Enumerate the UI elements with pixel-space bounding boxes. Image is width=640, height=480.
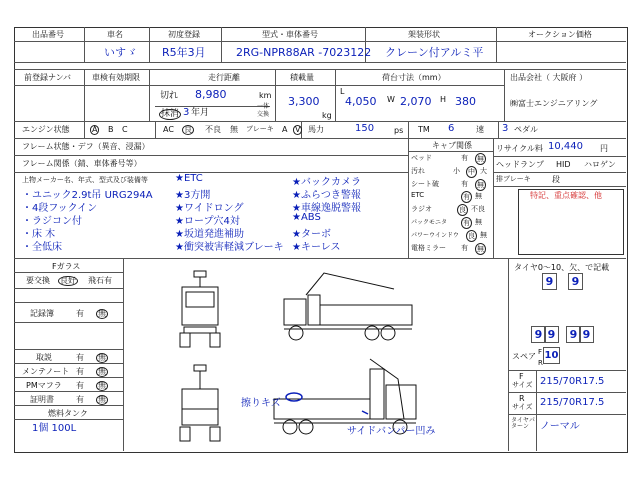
check-row [411,243,493,256]
pm-yes: 有 [76,381,84,390]
check-row [411,217,493,230]
recycle-label: リサイクル料 [496,144,543,153]
equipment-mid-list [175,173,284,251]
equip-item: ・全低床 [22,242,62,253]
check-row [411,204,493,217]
maker-value: いすゞ [104,46,137,59]
mileage-flag-2: 交換 [257,111,270,118]
recycle-unit: 円 [600,144,608,153]
cert-yes: 有 [76,395,84,404]
brake-v: V [295,125,301,134]
gears-unit: 速 [476,125,484,134]
frame-diff-label: フレーム状態・デフ（異音、浸漏） [22,142,150,151]
hp-unit: ps [394,126,404,135]
bumper-note: サイドバンパー凹み [347,426,436,437]
check-opt: 大 [480,166,487,175]
engine-label: エンジン状態 [22,125,70,134]
tire-front-left: 9 [542,273,557,290]
glass-row-label: 要交換 [26,276,50,285]
spare-F: F [538,348,543,356]
bed-dims-label: 荷台寸法（mm） [382,73,446,82]
check-label: シート破 [411,179,439,188]
check-opt: 無 [475,192,482,201]
check-opt: 小 [453,166,460,175]
equip-item: ★ロープ穴4対 [175,216,240,227]
glass-good: 良好 [60,276,76,285]
frame-rust-label: フレーム関係（錆、車体番号等） [22,159,142,168]
cert-no: 無 [98,395,106,404]
deregistered-flag: 抹消 [161,109,180,119]
equipment-left-list [22,186,153,251]
check-opt: 無 [480,230,487,239]
spare-value: 10 [543,347,560,364]
cabin-checks [411,153,493,255]
spare-label: スペア [512,352,536,361]
damage-marker [362,411,368,414]
check-opt: 無 [477,180,484,189]
F-size-value: 215/70R17.5 [540,376,605,387]
exbrake-label: 排ブレーキ [496,175,531,183]
inspection-label: 車検有効期限 [92,73,140,82]
equip-item: ★ワイドロング [175,203,244,214]
dispose-suffix: 年月 [191,108,210,118]
maint-yes: 有 [76,367,84,376]
pedals-value: 3 [502,123,509,134]
tire-front-right: 9 [568,273,583,290]
hp-label: 馬力 [308,125,324,134]
tire-rear-4: 9 [579,326,594,343]
cabin-label: キャブ関係 [432,141,472,150]
mileage-flag-1: 一体 [257,103,270,110]
equip-item: ★ETC [175,173,203,184]
cert-label: 証明書 [30,395,54,404]
equip-item: ★キーレス [292,242,341,253]
inspection-expired: 切れ [160,91,179,101]
gears-value: 6 [448,123,455,134]
tire-title: タイヤ0〜10、欠、で記載 [514,263,610,272]
dim-L-value: 4,050 [345,95,377,108]
equip-item: ・ユニック2.9t吊 URG294A [22,190,153,201]
scratch-note: 擦りキズ [241,398,281,409]
headlamp-halogen: ハロゲン [584,160,616,169]
header-body-label: 架装形状 [408,30,440,39]
ac-label: AC [163,125,174,134]
dim-L-label: L [340,87,345,96]
dim-W-value: 2,070 [400,95,432,108]
load-unit: kg [322,111,332,120]
manual-no: 無 [98,353,106,362]
check-opt: 中 [468,167,475,176]
equip-item: ★3方開 [175,190,211,201]
dispose-year: 3 [183,107,190,118]
engine-grade-a: A [92,125,98,134]
pedals-unit: ペダル [514,125,538,134]
maint-label: メンテノート [22,367,70,376]
equip-item: ★ふらつき警報 [292,190,361,201]
record-label: 記録簿 [30,309,54,318]
F-label: F [519,372,524,381]
prev-plate-label: 前登録ナンバ [24,73,72,82]
glass-title: Fガラス [52,262,81,271]
ac-none: 無 [230,125,238,134]
F-size-label: サイズ [512,381,533,389]
exbrake-value: 段 [552,175,560,184]
header-lot-label: 出品番号 [32,30,64,39]
header-price-label: オークション価格 [528,30,592,39]
truck-front-view [180,271,220,347]
truck-rear-view [180,365,220,441]
headlamp-label: ヘッドランプ [496,160,544,169]
equipment-intro: 上物メーカー名、年式、型式及び装備等 [22,176,148,184]
pattern-value: ノーマル [540,421,580,432]
equip-item: ★衝突被害軽減ブレーキ [175,242,284,253]
tire-rear-3: 9 [566,326,581,343]
mileage-unit: km [259,91,272,100]
check-opt: 無 [477,155,484,163]
equip-item: ・床 木 [22,229,56,240]
R-size-value: 215/70R17.5 [540,397,605,408]
check-label: ラジオ [411,205,432,214]
check-label: 電格ミラー [411,243,446,252]
truck-side-view-bottom [274,359,416,434]
load-label: 積載量 [290,73,314,82]
check-opt: 有 [461,179,468,188]
hp-value: 150 [355,123,375,134]
header-model-label: 型式・車体番号 [262,30,318,39]
equip-item: ★坂道発進補助 [175,229,244,240]
dim-H-value: 380 [455,95,476,108]
seller-company: ㈱富士エンジニアリング [510,99,598,108]
R-size-label: サイズ [512,403,533,411]
headlamp-hid: HID [556,160,571,169]
glass-chip: 飛石有 [88,276,112,285]
ac-good: 良 [184,125,192,134]
truck-diagram [124,259,508,451]
spare-R: R [538,359,543,367]
dim-H-label: H [440,95,447,104]
check-label: ETC [411,191,425,200]
tire-rear-1: 9 [531,326,546,343]
check-opt: 良 [459,206,466,215]
seller-label: 出品会社（ 大阪府 ） [510,73,588,82]
equip-item: ・ラジコン付 [22,216,82,227]
pm-no: 無 [98,381,106,390]
check-opt: 有 [461,154,468,162]
check-opt: 有 [463,193,470,202]
model-chassis-value: 2RG-NPR88AR -7023122 [236,46,372,59]
check-opt: 有 [461,243,468,252]
tm-label: TM [418,125,430,134]
tank-value: 1個 100L [32,423,77,434]
manual-label: 取説 [36,353,52,362]
R-label: R [519,394,525,403]
check-label: パワーウインドウ [411,231,459,239]
equip-item: ★ABS [292,212,321,223]
brake-a: A [282,125,288,134]
load-value: 3,300 [288,95,320,108]
notes-label: 特記、重点確認、他 [530,191,602,200]
check-row [411,153,493,166]
check-opt: 良 [468,231,475,240]
check-row [411,191,493,204]
pm-label: PMマフラ [26,381,62,390]
check-label: パックモニタ [411,218,448,226]
equipment-right-list [292,173,361,251]
header-car-label: 車名 [107,30,123,39]
equip-item: ★車線逸脱警報 [292,203,361,214]
record-yes: 有 [76,309,84,318]
record-no: 無 [98,309,106,318]
tire-rear-2: 9 [544,326,559,343]
check-opt: 不良 [471,205,485,214]
check-row [411,166,493,179]
check-label: 汚れ [411,166,425,175]
check-label: ベッド [411,154,432,162]
engine-grade-b: B [108,125,114,134]
check-row [411,230,493,243]
equip-item: ・4段フックイン [22,203,98,214]
header-reg-label: 初度登録 [168,30,200,39]
engine-grade-c: C [122,125,128,134]
first-reg-value: R5年3月 [162,46,206,59]
dim-W-label: W [387,95,395,104]
mileage-value: 8,980 [195,88,227,101]
body-type-value: クレーン付アルミ平 [385,46,484,59]
recycle-value: 10,440 [548,141,583,152]
ac-bad: 不良 [205,125,221,134]
check-opt: 無 [475,217,482,226]
damage-marker [286,393,302,401]
manual-yes: 有 [76,353,84,362]
mileage-label: 走行距離 [208,73,240,82]
check-opt: 有 [463,218,470,227]
check-row [411,179,493,192]
maint-no: 無 [98,367,106,376]
equip-item: ★ターボ [292,229,331,240]
truck-side-view-top [284,273,412,340]
check-opt: 無 [477,244,484,253]
pattern-label: タイヤパターン [511,417,535,430]
equip-item: ★バックカメラ [292,177,361,188]
tank-label: 燃料タンク [48,409,88,418]
brake-label: ブレーキ [246,125,274,133]
